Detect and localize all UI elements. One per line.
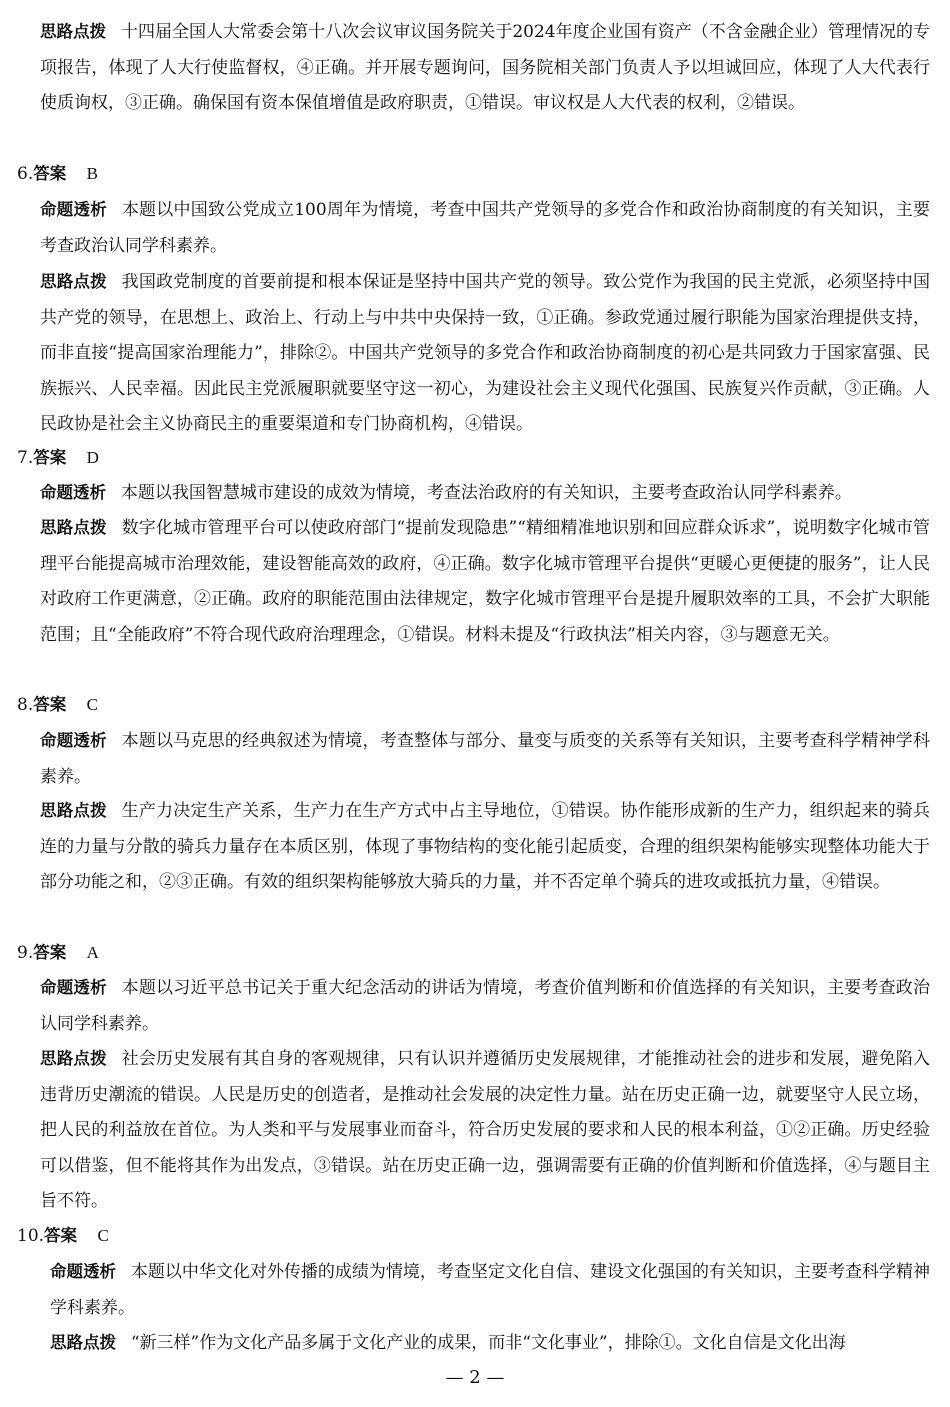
- analysis-paragraph-7: [40, 475, 930, 512]
- hint-text: 数字化城市管理平台可以使政府部门“提前发现隐患”“精细精准地识别和回应群众诉求”，说明数字化城市管理平台能提高城市治理效能，建设智能高效的政府，④正确。数字化城市管理平台提供“更暖心更便捷的服务”，让人民对政府工作更满意，②正确。政府的职能范围由法律规定，数字化城市管理平台是提升履职效率的工具，不会扩大职能范围；且“全能政府”不符合现代政府治理理念，①错误。材料未提及“行政执法”相关内容，③与题意无关。: [40, 518, 931, 645]
- hint-paragraph-9: [40, 1041, 930, 1220]
- analysis-tag: 命题透析: [40, 483, 106, 502]
- answer-label: 答案: [33, 164, 67, 183]
- analysis-text: 本题以我国智慧城市建设的成效为情境，考查法治政府的有关知识，主要考查政治认同学科素养。: [120, 483, 852, 503]
- answer-value: C: [86, 695, 98, 714]
- answer-line-10: [17, 1218, 109, 1254]
- hint-paragraph-6: [40, 264, 930, 443]
- answer-label: 答案: [33, 448, 67, 467]
- hint-tag: 思路点拨: [40, 518, 107, 537]
- analysis-paragraph-6: [40, 192, 930, 264]
- answer-label: 答案: [33, 695, 67, 714]
- answer-line-9: [17, 935, 99, 971]
- answer-line-7: [17, 440, 99, 476]
- answer-line-6: [17, 156, 98, 192]
- hint-tag: 思路点拨: [40, 22, 107, 41]
- answer-value: D: [86, 448, 99, 467]
- analysis-tag: 命题透析: [40, 978, 107, 997]
- hint-tag: 思路点拨: [40, 801, 107, 820]
- page-number: — 2 —: [445, 1367, 505, 1388]
- hint-paragraph-8: [40, 793, 930, 901]
- hint-text: 我国政党制度的首要前提和根本保证是坚持中国共产党的领导。致公党作为我国的民主党派，必须坚持中国共产党的领导，在思想上、政治上、行动上与中共中央保持一致，①正确。参政党通过履行职能为国家治理提供支持，而非直接“提高国家治理能力”，排除②。中国共产党领导的多党合作和政治协商制度的初心是共同致力于国家富强、民族振兴、人民幸福。因此民主党派履职就要坚守这一初心，为建设社会主义现代化强国、民族复兴作贡献，③正确。人民政协是社会主义协商民主的重要渠道和专门协商机构，④错误。: [40, 272, 930, 434]
- question-number: 6.: [17, 164, 34, 184]
- question-number: 10.: [17, 1226, 45, 1246]
- answer-label: 答案: [44, 1226, 78, 1245]
- answer-value: C: [97, 1226, 109, 1245]
- analysis-text: 本题以中国致公党成立100周年为情境，考查中国共产党领导的多党合作和政治协商制度的有关知识，主要考查政治认同学科素养。: [40, 200, 931, 256]
- analysis-tag: 命题透析: [40, 200, 107, 219]
- question-number: 8.: [17, 695, 34, 715]
- hint-paragraph-10: [50, 1325, 930, 1362]
- hint-tag: 思路点拨: [40, 1049, 107, 1068]
- answer-label: 答案: [33, 943, 67, 962]
- answer-value: B: [86, 164, 98, 183]
- question-number: 9.: [17, 943, 34, 963]
- hint-text: 十四届全国人大常委会第十八次会议审议国务院关于2024年度企业国有资产（不含金融企业）管理情况的专项报告，体现了人大行使监督权，④正确。并开展专题询问，国务院相关部门负责人予以坦诚回应，体现了人大代表行使质询权，③正确。确保国有资本保值增值是政府职责，①错误。审议权是人大代表的权利，②错误。: [40, 22, 931, 113]
- analysis-paragraph-10: [50, 1254, 930, 1326]
- analysis-text: 本题以中华文化对外传播的成绩为情境，考查坚定文化自信、建设文化强国的有关知识，主要考查科学精神学科素养。: [50, 1262, 931, 1318]
- hint-text: 生产力决定生产关系，生产力在生产方式中占主导地位，①错误。协作能形成新的生产力，组织起来的骑兵连的力量与分散的骑兵力量存在本质区别，体现了事物结构的变化能引起质变，合理的组织架构能够实现整体功能大于部分功能之和，②③正确。有效的组织架构能够放大骑兵的力量，并不否定单个骑兵的进攻或抵抗力量，④错误。: [40, 801, 930, 892]
- intro-hint-paragraph: [40, 14, 930, 122]
- question-number: 7.: [17, 448, 34, 468]
- hint-tag: 思路点拨: [50, 1333, 116, 1352]
- hint-text: 社会历史发展有其自身的客观规律，只有认识并遵循历史发展规律，才能推动社会的进步和发展，避免陷入违背历史潮流的错误。人民是历史的创造者，是推动社会发展的决定性力量。站在历史正确一边，就要坚守人民立场，把人民的利益放在首位。为人类和平与发展事业而奋斗，符合历史发展的要求和人民的根本利益，①②正确。历史经验可以借鉴，但不能将其作为出发点，③错误。站在历史正确一边，强调需要有正确的价值判断和价值选择，④与题目主旨不符。: [40, 1049, 930, 1211]
- hint-paragraph-7: [40, 510, 930, 653]
- analysis-text: 本题以习近平总书记关于重大纪念活动的讲话为情境，考查价值判断和价值选择的有关知识，主要考查政治认同学科素养。: [40, 978, 930, 1034]
- answer-line-8: [17, 687, 98, 723]
- analysis-tag: 命题透析: [40, 731, 107, 750]
- analysis-text: 本题以马克思的经典叙述为情境，考查整体与部分、量变与质变的关系等有关知识，主要考查科学精神学科素养。: [40, 731, 930, 787]
- analysis-paragraph-8: [40, 723, 930, 795]
- analysis-paragraph-9: [40, 970, 930, 1042]
- answer-value: A: [86, 943, 99, 962]
- analysis-tag: 命题透析: [50, 1262, 117, 1281]
- hint-tag: 思路点拨: [40, 272, 107, 291]
- hint-text: “新三样”作为文化产品多属于文化产业的成果，而非“文化事业”，排除①。文化自信是文化出海: [130, 1333, 846, 1353]
